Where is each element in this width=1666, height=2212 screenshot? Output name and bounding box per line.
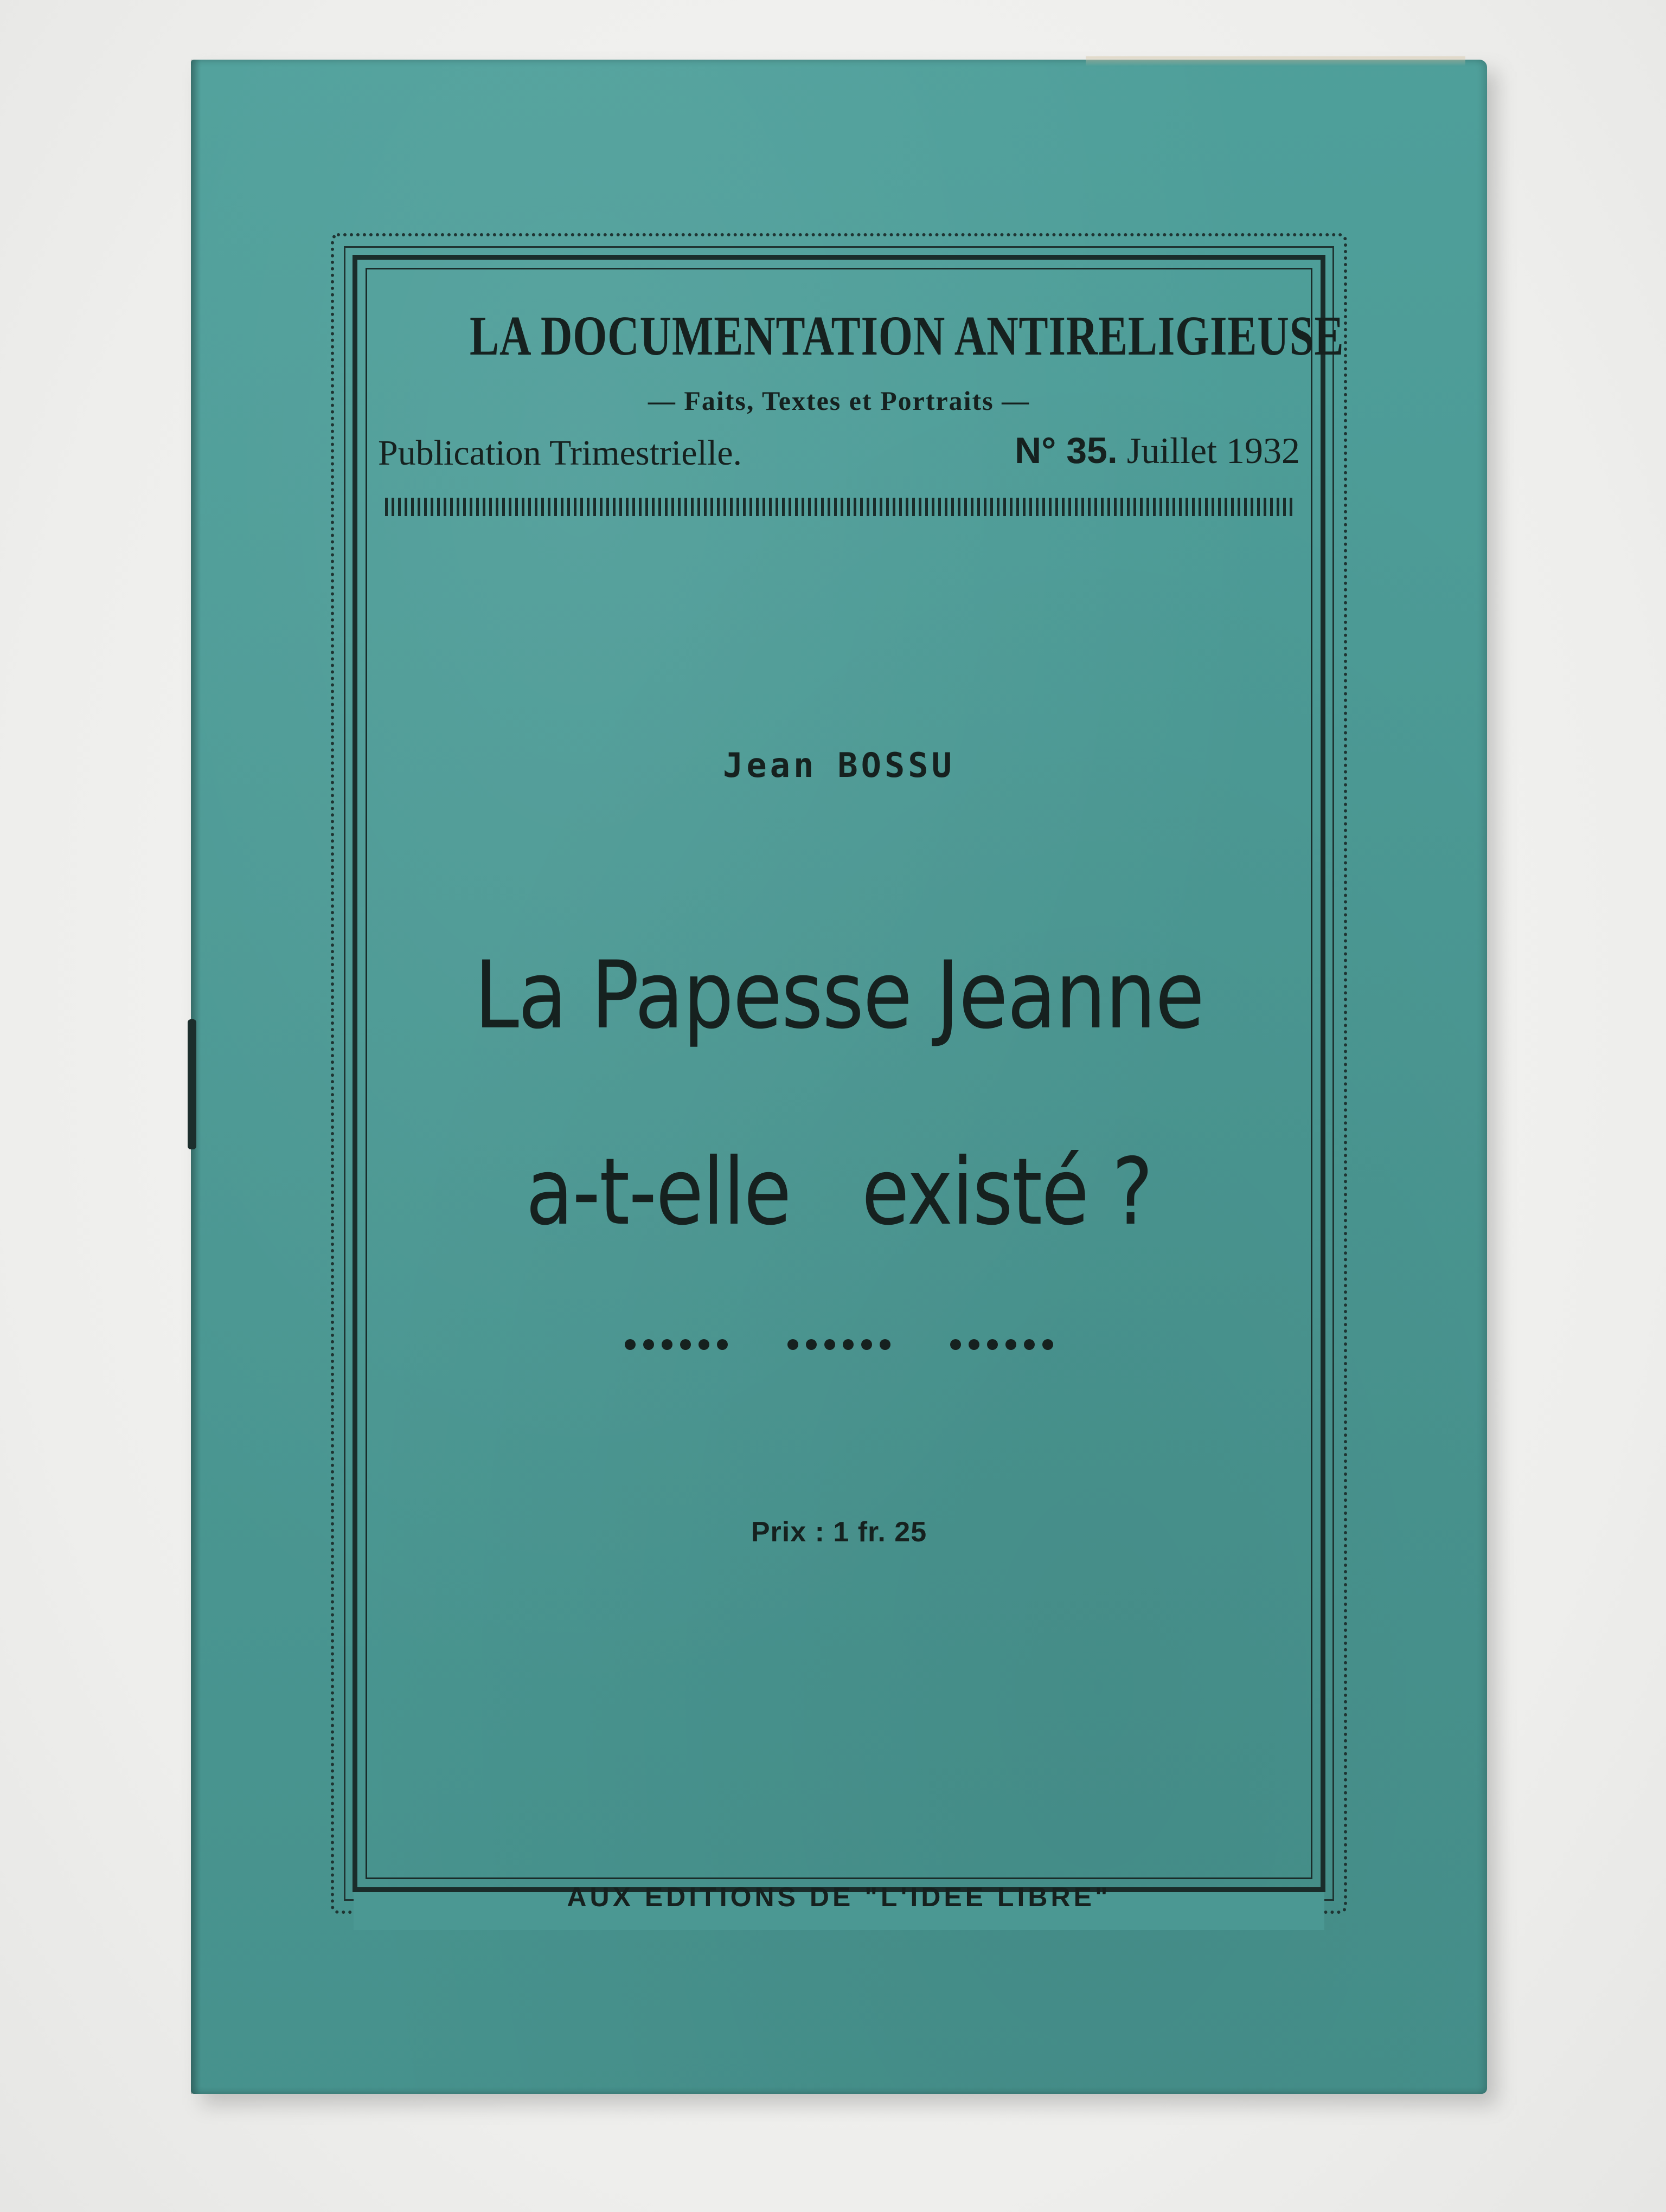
ornament-dot [843,1339,854,1350]
author-last-name: BOSSU [837,745,955,785]
price-label: Prix : 1 fr. 25 [751,1516,927,1548]
ornament-dot [680,1339,691,1350]
main-title-line-2: a-t-elle existé ? [526,1139,1152,1246]
booklet-cover [191,60,1487,2094]
ornament-dot [717,1339,728,1350]
ornament-dot [806,1339,817,1350]
ornament-dot [699,1339,709,1350]
main-title-line-1: La Papesse Jeanne [474,941,1204,1050]
ornament-dot [1042,1339,1053,1350]
ornament-dot [950,1339,961,1350]
publication-info-row [378,422,1300,481]
issue-date: Juillet 1932 [1126,430,1300,471]
ornament-dot [861,1339,872,1350]
dot-group [950,1334,1053,1355]
ornament-dot [824,1339,835,1350]
ornament-dot [643,1339,654,1350]
ornament-dot [1024,1339,1035,1350]
staple [188,1019,196,1149]
dot-group [787,1334,890,1355]
ornament-dot [662,1339,672,1350]
publisher-label: AUX EDITIONS DE "L'IDEE LIBRE" [567,1882,1111,1912]
ornament-dot [1005,1339,1016,1350]
ornament-dot [969,1339,979,1350]
author-first-name: Jean [723,745,817,785]
issue-number: N° 35. [1015,430,1118,471]
publication-frequency: Publication Trimestrielle. [378,433,742,473]
dot-ornament [366,1334,1312,1355]
ornament-dot [787,1339,798,1350]
author-name [366,745,1312,785]
ornament-dot [880,1339,890,1350]
issue-info [1015,429,1300,472]
tick-rule-divider [385,498,1294,516]
worn-edge [1086,56,1465,66]
ornament-dot [625,1339,636,1350]
series-title: LA DOCUMENTATION ANTIRELIGIEUSE [470,305,1344,367]
ornament-dot [987,1339,998,1350]
series-subtitle: — Faits, Textes et Portraits — [648,385,1030,416]
dot-group [625,1334,728,1355]
